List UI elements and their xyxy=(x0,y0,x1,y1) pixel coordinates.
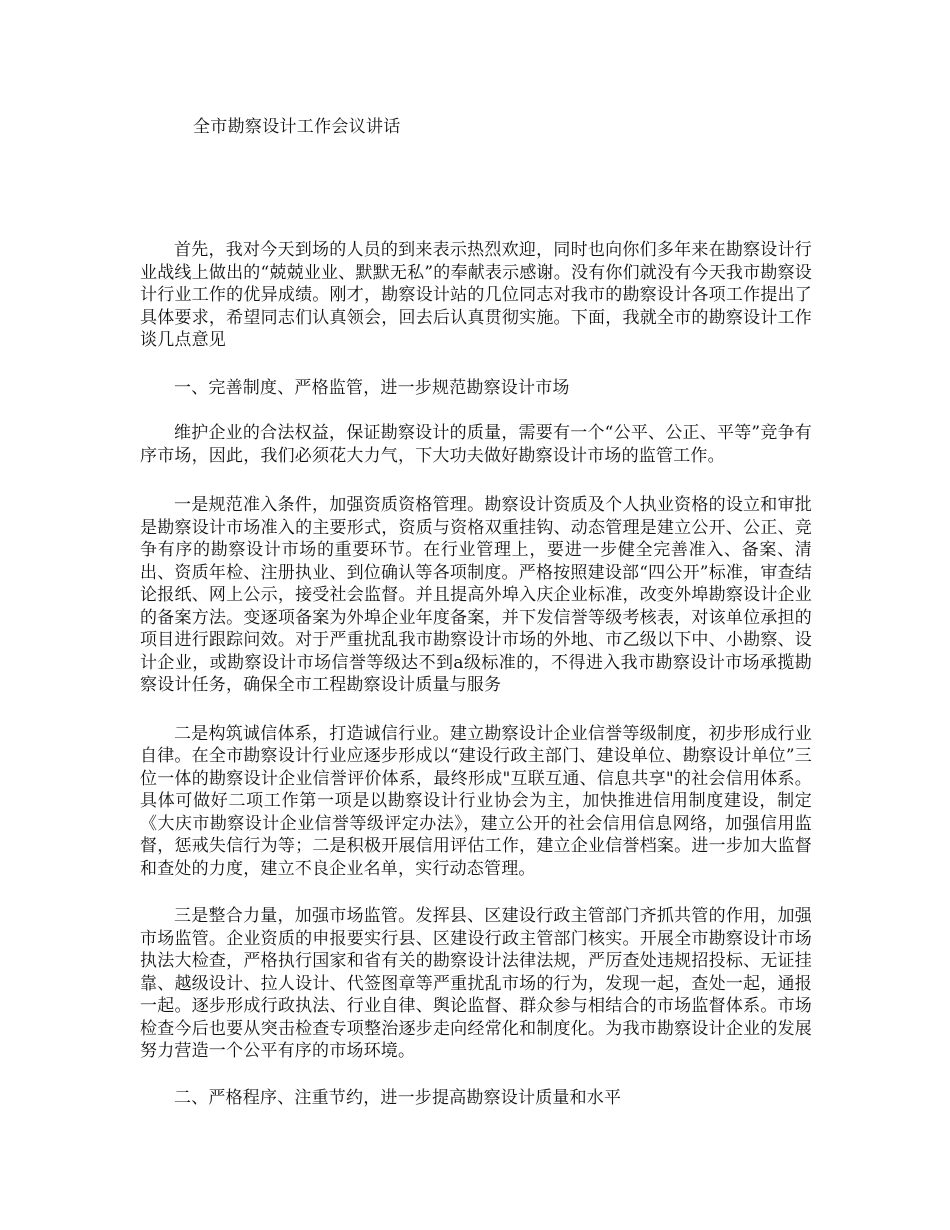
document-body xyxy=(140,239,812,1131)
paragraph-introduction: 首先，我对今天到场的人员的到来表示热烈欢迎，同时也向你们多年来在勘察设计行业战线上做出的“兢兢业业、默默无私”的奉献表示感谢。没有你们就没有今天我市勘察设计行业工作的优异成绩。刚才，勘察设计站的几位同志对我市的勘察设计各项工作提出了具体要求，希望同志们认真领会，回去后认真贯彻实施。下面，我就全市的勘察设计工作谈几点意见 xyxy=(140,240,812,350)
paragraph-credit-system: 二是构筑诚信体系，打造诚信行业。建立勘察设计企业信誉等级制度，初步形成行业自律。在全市勘察设计行业应逐步形成以“建设行政主部门、建设单位、勘察设计单位”三位一体的勘察设计企业信誉评价体系，最终形成"互联互通、信息共享"的社会信用体系。具体可做好二项工作第一项是以勘察设计行业协会为主，加快推进信用制度建设，制定《大庆市勘察设计企业信誉等级评定办法》，建立公开的社会信用信息网络，加强信用监督，惩戒失信行为等；二是积极开展信用评估工作，建立企业信誉档案。进一步加大监督和查处的力度，建立不良企业名单，实行动态管理。 xyxy=(140,723,812,879)
section-heading-1: 一、完善制度、严格监管，进一步规范勘察设计市场 xyxy=(174,377,570,398)
paragraph-access-conditions: 一是规范准入条件，加强资质资格管理。勘察设计资质及个人执业资格的设立和审批是勘察设计市场准入的主要形式，资质与资格双重挂钩、动态管理是建立公开、公正、竞争有序的勘察设计市场的重要环节。在行业管理上，要进一步健全完善准入、备案、清出、资质年检、注册执业、到位确认等各项制度。严格按照建设部“四公开”标准，审查结论报纸、网上公示，接受社会监督。并且提高外埠入庆企业标准，改变外埠勘察设计企业的备案方法。变逐项备案为外埠企业年度备案，并下发信誉等级考核表，对该单位承担的项目进行跟踪问效。对于严重扰乱我市勘察设计市场的外地、市乙级以下中、小勘察、设计企业，或勘察设计市场信誉等级达不到a级标准的，不得进入我市勘察设计市场承揽勘察设计任务，确保全市工程勘察设计质量与服务 xyxy=(140,495,812,695)
document-title: 全市勘察设计工作会议讲话 xyxy=(193,117,401,137)
section-heading-2: 二、严格程序、注重节约，进一步提高勘察设计质量和水平 xyxy=(174,1087,622,1108)
paragraph-market-supervision: 三是整合力量，加强市场监管。发挥县、区建设行政主管部门齐抓共管的作用，加强市场监管。企业资质的申报要实行县、区建设行政主管部门核实。开展全市勘察设计市场执法大检查，严格执行国家和省有关的勘察设计法律法规，严厉查处违规招投标、无证挂靠、越级设计、拉人设计、代签图章等严重扰乱市场的行为，发现一起，查处一起，通报一起。逐步形成行政执法、行业自律、舆论监督、群众参与相结合的市场监督体系。市场检查今后也要从突击检查专项整治逐步走向经常化和制度化。为我市勘察设计企业的发展努力营造一个公平有序的市场环境。 xyxy=(140,906,812,1061)
paragraph-market-protection: 维护企业的合法权益，保证勘察设计的质量，需要有一个“公平、公正、平等”竞争有序市场，因此，我们必须花大力气，下大功夫做好勘察设计市场的监管工作。 xyxy=(140,423,812,466)
